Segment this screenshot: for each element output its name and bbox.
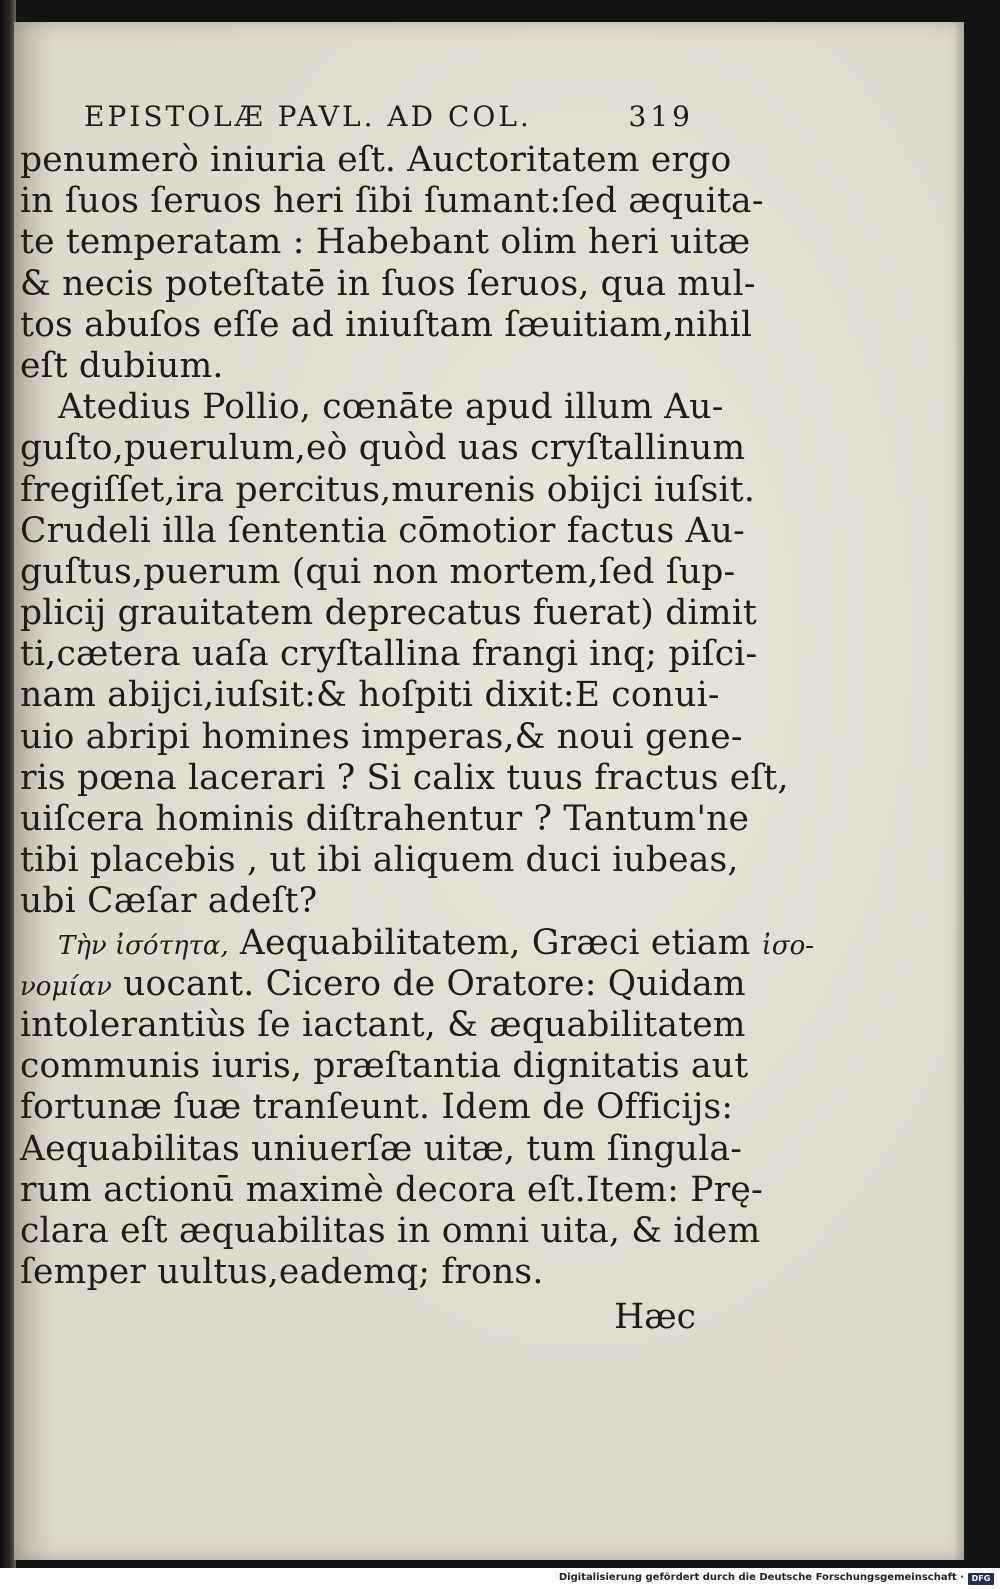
text-line: uio abripi homines imperas,& noui gene- bbox=[20, 716, 743, 757]
text-line: communis iuris, præſtantia dignitatis aut bbox=[20, 1046, 749, 1087]
text-line: penumerò iniuria eſt. Auctoritatem ergo bbox=[20, 140, 732, 180]
text-line: uiſcera hominis diſtrahentur ? Tantum'ne bbox=[20, 799, 750, 839]
text-line bbox=[20, 922, 815, 964]
text-line: clara eſt æquabilitas in omni uita, & idem bbox=[20, 1210, 761, 1251]
page-number: 319 bbox=[628, 100, 694, 133]
text-line: ris pœna lacerari ? Si calix tuus fractus eſt, bbox=[20, 757, 789, 798]
text-line: in ſuos ſeruos heri ſibi ſumant:ſed æquita- bbox=[20, 181, 764, 222]
dfg-logo-icon bbox=[968, 1573, 994, 1585]
catchword: Hæc bbox=[614, 1297, 696, 1338]
credit-text: Digitalisierung gefördert durch die Deutsche Forschungsgemeinschaft · bbox=[558, 1572, 964, 1583]
text-line: & necis poteſtatē in ſuos ſeruos, qua mul- bbox=[20, 263, 756, 304]
text-line: tibi placebis , ut ibi aliquem duci iubeas, bbox=[20, 840, 739, 881]
greek-term: νομίαν bbox=[20, 971, 112, 1002]
text-line: eſt dubium. bbox=[20, 345, 224, 386]
text-line: guſto,puerulum,eò quòd uas cryſtallinum bbox=[20, 428, 746, 469]
text-block bbox=[20, 100, 815, 1338]
running-head bbox=[84, 100, 694, 140]
text-line: Aequabilitas uniuerſæ uitæ, tum ſingula- bbox=[20, 1128, 743, 1169]
page-edge bbox=[954, 22, 964, 1560]
dfg-logo-label: DFG bbox=[971, 1574, 991, 1583]
text-line: rum actionū maximè decora eſt.Item: Prę- bbox=[20, 1169, 763, 1210]
text-line: nam abijci,iuſsit:& hoſpiti dixit:E conui- bbox=[20, 675, 720, 716]
paragraph-1 bbox=[20, 140, 764, 387]
text-line: fortunæ ſuæ tranſeunt. Idem de Officijs: bbox=[20, 1087, 734, 1128]
running-head-title: EPISTOLÆ PAVL. AD COL. bbox=[84, 100, 532, 133]
text-line: tos abuſos eſſe ad iniuſtam ſæuitiam,nihil bbox=[20, 304, 753, 345]
text-line: fregiſſet,ira percitus,murenis obijci iuſsit. bbox=[20, 469, 756, 510]
book-page bbox=[14, 22, 964, 1560]
text-span: uocant. Cicero de Oratore: Quidam bbox=[111, 963, 746, 1004]
text-line bbox=[20, 963, 746, 1005]
text-line: ubi Cæſar adeſt? bbox=[20, 881, 318, 922]
text-line: ti,cætera uaſa cryſtallina frangi inq; piſci- bbox=[20, 634, 758, 675]
paragraph-3 bbox=[20, 922, 815, 1294]
text-line: guſtus,puerum (qui non mortem,ſed ſup- bbox=[20, 551, 736, 592]
text-line: te temperatam : Habebant olim heri uitæ bbox=[20, 222, 751, 263]
text-line: Crudeli illa ſententia cōmotior factus Au- bbox=[20, 510, 745, 551]
text-span: Aequabilitatem, Græci etiam bbox=[228, 922, 762, 963]
greek-term: ἰσο- bbox=[761, 930, 815, 961]
text-line: intolerantiùs ſe iactant, & æquabilitatem bbox=[20, 1004, 746, 1045]
greek-term: Τὴν ἰσότητα, bbox=[58, 930, 229, 961]
paragraph-2 bbox=[20, 387, 789, 922]
text-line: plicij grauitatem deprecatus fuerat) dimit bbox=[20, 593, 757, 634]
text-line: Atedius Pollio, cœnāte apud illum Au- bbox=[58, 387, 724, 428]
digitization-credit-footer bbox=[0, 1568, 1000, 1589]
text-line: ſemper uultus,eademq; frons. bbox=[20, 1252, 544, 1293]
